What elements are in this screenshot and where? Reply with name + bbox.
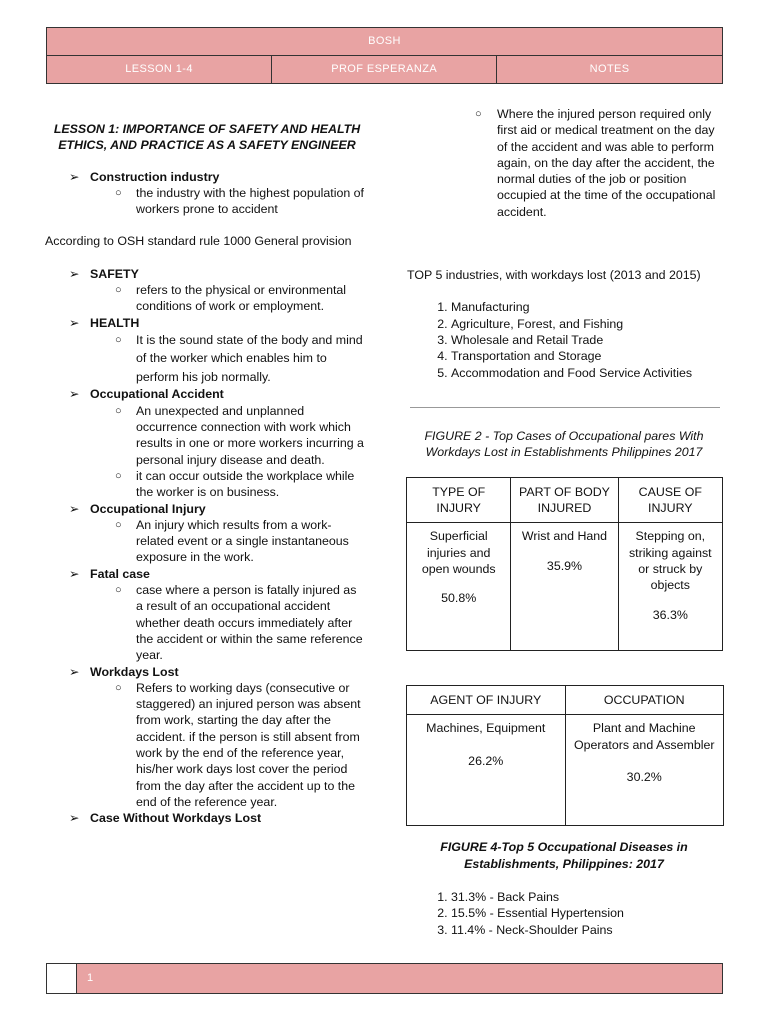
- table-header: TYPE OF INJURY: [407, 478, 511, 523]
- right-column: [405, 106, 723, 938]
- list-item: 4. Transportation and Storage: [451, 348, 723, 364]
- circle-bullet-icon: ○: [115, 186, 122, 199]
- header-title: BOSH: [47, 28, 723, 56]
- arrow-bullet-icon: ➢: [69, 566, 80, 581]
- lesson-title: LESSON 1: IMPORTANCE OF SAFETY AND HEALTH ETHICS, AND PRACTICE AS A SAFETY ENGINEER: [53, 122, 361, 153]
- table-header: OCCUPATION: [565, 686, 724, 715]
- circle-bullet-icon: ○: [115, 681, 122, 694]
- circle-bullet-icon: ○: [115, 584, 122, 597]
- arrow-bullet-icon: ➢: [69, 811, 80, 826]
- def-safety: ○ refers to the physical or environmental conditions of work or employment.: [115, 283, 347, 314]
- circle-bullet-icon: ○: [115, 333, 122, 346]
- header-notes: NOTES: [497, 56, 723, 84]
- agent-table: [406, 685, 724, 826]
- table-cell: Stepping on, striking against or struck by objects 36.3%: [618, 523, 722, 651]
- list-item: 3. Wholesale and Retail Trade: [451, 332, 723, 348]
- arrow-bullet-icon: ➢: [69, 169, 80, 184]
- circle-bullet-icon: ○: [115, 518, 122, 531]
- term-health: ➢ HEALTH: [69, 315, 140, 330]
- def-occupational-accident-2: ○ it can occur outside the workplace while the worker is on business.: [115, 468, 355, 500]
- arrow-bullet-icon: ➢: [69, 315, 80, 330]
- table-cell: Wrist and Hand 35.9%: [511, 523, 618, 651]
- divider: [410, 407, 720, 408]
- injury-table: [406, 477, 723, 651]
- table-header: CAUSE OF INJURY: [618, 478, 722, 523]
- osh-intro: According to OSH standard rule 1000 General provision: [45, 234, 352, 249]
- def-workdays-lost: ○ Refers to working days (consecutive or staggered) an injured person was absent from work, starting the day after the accident. if the person is still absent from work by the end of the reference year, his/her work days lost cover the period from the day after the accident up to the end of the reference year.: [115, 680, 361, 809]
- header-lesson: LESSON 1-4: [47, 56, 272, 84]
- arrow-bullet-icon: ➢: [69, 501, 80, 516]
- arrow-bullet-icon: ➢: [69, 266, 80, 281]
- list-item: 1. Manufacturing: [451, 299, 723, 315]
- list-item: 5. Accommodation and Food Service Activities: [451, 365, 723, 381]
- table-header: AGENT OF INJURY: [407, 686, 566, 715]
- page-number: 1: [77, 963, 723, 994]
- table-cell: Superficial injuries and open wounds 50.8%: [407, 523, 511, 651]
- list-item: 2. 15.5% - Essential Hypertension: [451, 905, 723, 921]
- term-safety: ➢ SAFETY: [69, 266, 139, 281]
- term-workdays-lost: ➢ Workdays Lost: [69, 664, 179, 679]
- table-cell: Machines, Equipment 26.2%: [407, 715, 566, 826]
- circle-bullet-icon: ○: [475, 108, 482, 120]
- circle-bullet-icon: ○: [115, 284, 122, 297]
- table-cell: Plant and Machine Operators and Assembler 30.2%: [565, 715, 724, 826]
- def-occupational-accident-1: ○ An unexpected and unplanned occurrence connection with work which results in one or more workers incurring a personal injury disease and death.: [115, 403, 364, 467]
- header-professor: PROF ESPERANZA: [272, 56, 497, 84]
- term-occupational-injury: ➢ Occupational Injury: [69, 501, 206, 516]
- table-header: PART OF BODY INJURED: [511, 478, 618, 523]
- term-construction: ➢ Construction industry: [69, 169, 220, 184]
- circle-bullet-icon: ○: [115, 404, 122, 417]
- term-case-without-workdays-lost: ➢ Case Without Workdays Lost: [69, 811, 262, 826]
- footer: [46, 963, 723, 994]
- list-item: 2. Agriculture, Forest, and Fishing: [451, 316, 723, 332]
- top5-list: [405, 299, 723, 380]
- footer-box: [46, 963, 77, 994]
- def-fatal-case: ○ case where a person is fatally injured as a result of an occupational accident whether death occurs immediately after the accident or within the same reference year.: [115, 583, 363, 663]
- term-fatal-case: ➢ Fatal case: [69, 566, 150, 581]
- arrow-bullet-icon: ➢: [69, 664, 80, 679]
- list-item: 1. 31.3% - Back Pains: [451, 889, 723, 905]
- def-health: ○ It is the sound state of the body and mind of the worker which enables him to perform his job normally.: [115, 332, 363, 384]
- diseases-list: [405, 889, 723, 938]
- list-item: 3. 11.4% - Neck-Shoulder Pains: [451, 922, 723, 938]
- figure-4-caption: FIGURE 4-Top 5 Occupational Diseases in Establishments, Philippines: 2017: [440, 840, 688, 871]
- def-case-without-workdays-lost: ○ Where the injured person required only first aid or medical treatment on the day of the accident and was able to perform again, on the day after the accident, the normal duties of the job or position occupied at the time of the occupational accident.: [475, 107, 716, 219]
- figure-2-caption: FIGURE 2 - Top Cases of Occupational pares With Workdays Lost in Establishments Philippines 2017: [424, 428, 704, 460]
- arrow-bullet-icon: ➢: [69, 387, 80, 402]
- term-occupational-accident: ➢ Occupational Accident: [69, 387, 224, 402]
- left-column: [45, 121, 365, 826]
- top5-title: TOP 5 industries, with workdays lost (2013 and 2015): [407, 268, 701, 283]
- header-table: [46, 27, 723, 84]
- circle-bullet-icon: ○: [115, 469, 122, 482]
- def-construction: ○ the industry with the highest population of workers prone to accident: [115, 185, 364, 217]
- def-occupational-injury: ○ An injury which results from a work-related event or a single instantaneous exposure in the work.: [115, 517, 349, 565]
